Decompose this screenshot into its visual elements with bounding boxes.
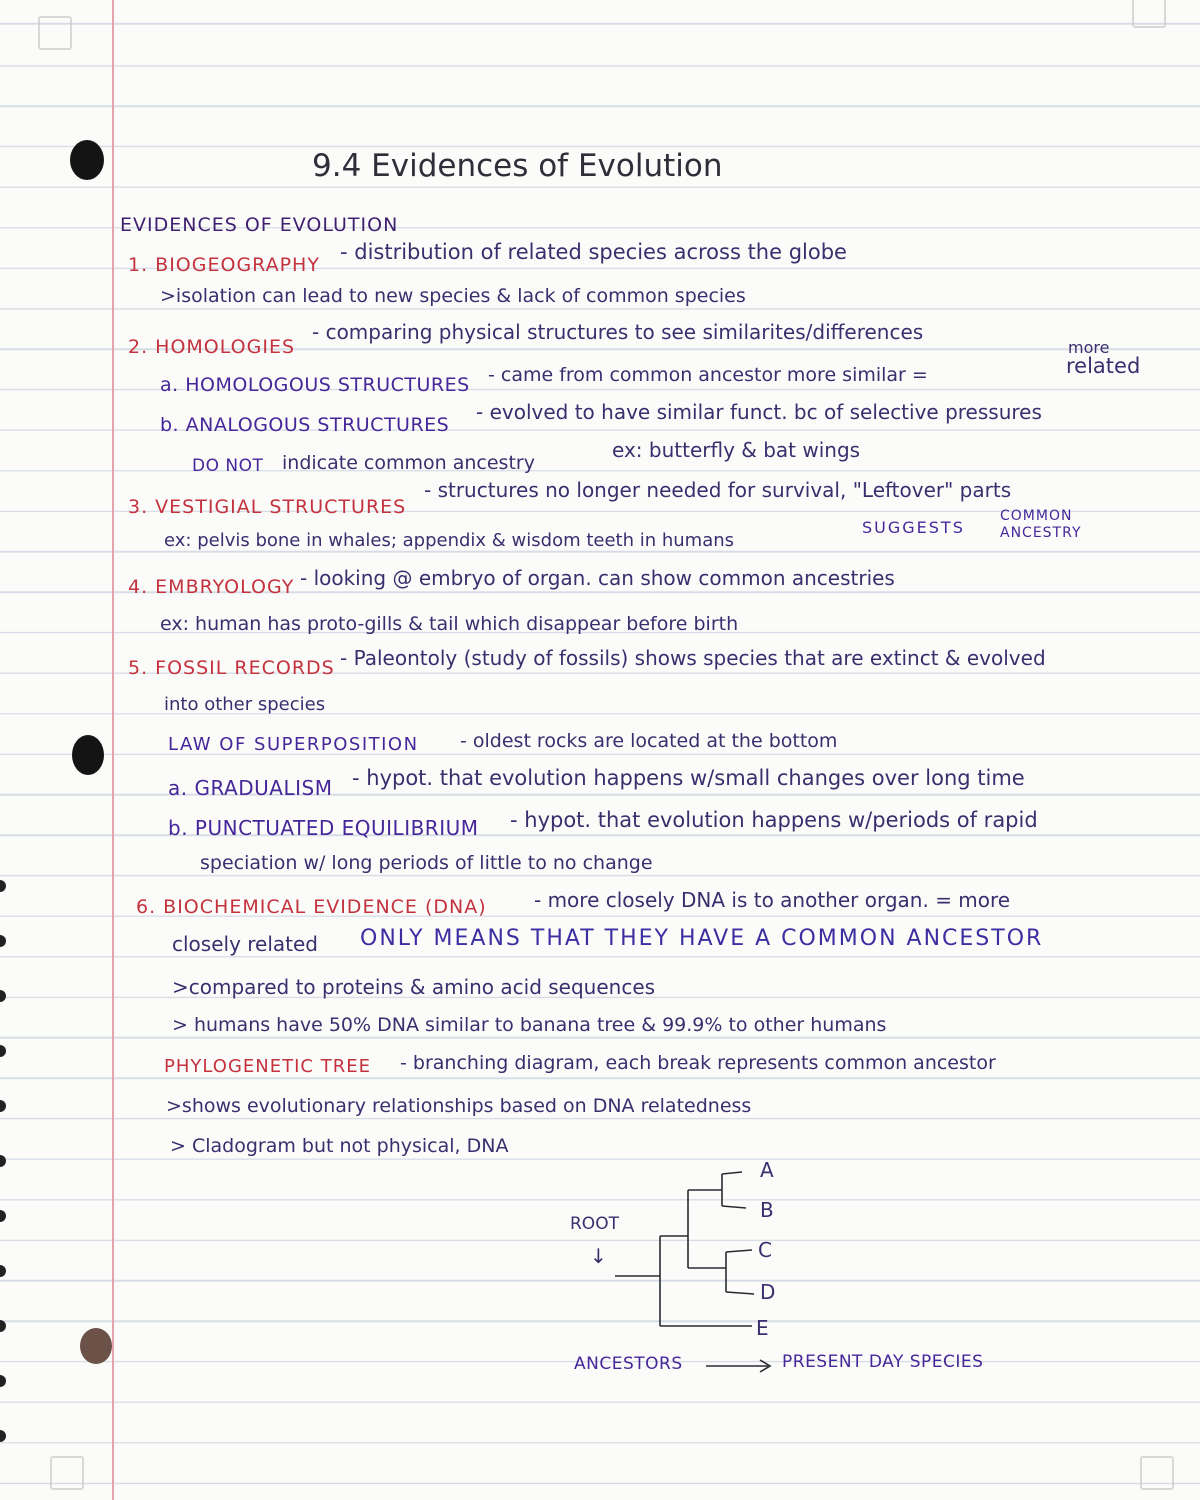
biochemical-caps-note: ONLY MEANS THAT THEY HAVE A COMMON ANCESTOR: [360, 926, 1044, 951]
analogous-structures-definition: - evolved to have similar funct. bc of selective pressures: [476, 400, 1042, 424]
biogeography-subpoint: >isolation can lead to new species & lack of common species: [160, 285, 746, 307]
phylogenetic-tree-definition: - branching diagram, each break represents common ancestor: [400, 1052, 996, 1074]
punctuated-equilibrium-term: b. PUNCTUATED EQUILIBRIUM: [168, 816, 479, 840]
root-label: ROOT: [570, 1214, 619, 1234]
fossil-records-term: 5. FOSSIL RECORDS: [128, 657, 335, 679]
phylogenetic-subpoint-relationships: >shows evolutionary relationships based on DNA relatedness: [166, 1095, 752, 1117]
homologous-structures-term: a. HOMOLOGOUS STRUCTURES: [160, 374, 470, 396]
embryology-example: ex: human has proto-gills & tail which disappear before birth: [160, 613, 739, 635]
leaf-e: E: [756, 1316, 769, 1340]
homologies-definition: - comparing physical structures to see similarites/differences: [312, 320, 924, 344]
homologous-structures-definition: - came from common ancestor more similar =: [488, 364, 928, 386]
phylogenetic-subpoint-cladogram: > Cladogram but not physical, DNA: [170, 1135, 509, 1157]
fossil-records-definition: - Paleontoly (study of fossils) shows species that are extinct & evolved: [340, 646, 1046, 670]
present-day-species-label: PRESENT DAY SPECIES: [782, 1352, 984, 1372]
biochemical-evidence-definition-cont: closely related: [172, 932, 319, 956]
biogeography-term: 1. BIOGEOGRAPHY: [128, 254, 320, 276]
branch-b: [722, 1206, 746, 1208]
punctuated-equilibrium-definition-cont: speciation w/ long periods of little to no change: [200, 852, 653, 874]
ancestors-label: ANCESTORS: [574, 1354, 683, 1374]
vestigial-example: ex: pelvis bone in whales; appendix & wisdom teeth in humans: [164, 530, 735, 551]
embryology-definition: - looking @ embryo of organ. can show common ancestries: [300, 566, 895, 590]
analogous-do-not: DO NOT: [192, 456, 264, 476]
homologies-term: 2. HOMOLOGIES: [128, 336, 296, 358]
analogous-example: ex: butterfly & bat wings: [612, 438, 861, 462]
branch-d: [726, 1292, 754, 1294]
vestigial-common: COMMON: [1000, 508, 1073, 524]
vestigial-structures-term: 3. VESTIGIAL STRUCTURES: [128, 496, 407, 518]
biogeography-definition: - distribution of related species across the globe: [340, 240, 847, 264]
page-title: 9.4 Evidences of Evolution: [312, 148, 723, 184]
embryology-term: 4. EMBRYOLOGY: [128, 576, 295, 598]
homologous-related-note: related: [1066, 354, 1141, 378]
phylogenetic-tree-term: PHYLOGENETIC TREE: [164, 1056, 371, 1077]
branch-a: [722, 1172, 742, 1174]
homologous-more-note: more: [1068, 338, 1110, 357]
punctuated-equilibrium-definition: - hypot. that evolution happens w/periods of rapid: [510, 808, 1038, 832]
biochemical-evidence-definition: - more closely DNA is to another organ. = more: [534, 888, 1011, 912]
law-of-superposition-term: LAW OF SUPERPOSITION: [168, 734, 419, 755]
gradualism-definition: - hypot. that evolution happens w/small changes over long time: [352, 766, 1025, 790]
biochemical-evidence-term: 6. BIOCHEMICAL EVIDENCE (DNA): [136, 896, 487, 918]
law-of-superposition-definition: - oldest rocks are located at the bottom: [460, 730, 838, 752]
leaf-b: B: [760, 1198, 774, 1222]
leaf-d: D: [760, 1280, 776, 1304]
analogous-note: indicate common ancestry: [282, 452, 535, 474]
vestigial-structures-definition: - structures no longer needed for survival, "Leftover" parts: [424, 478, 1012, 502]
section-heading: EVIDENCES OF EVOLUTION: [120, 214, 399, 236]
leaf-a: A: [760, 1158, 774, 1182]
leaf-c: C: [758, 1238, 772, 1262]
vestigial-suggests: SUGGESTS: [862, 518, 965, 537]
biochemical-subpoint-humans: > humans have 50% DNA similar to banana tree & 99.9% to other humans: [172, 1014, 887, 1036]
gradualism-term: a. GRADUALISM: [168, 776, 333, 800]
analogous-structures-term: b. ANALOGOUS STRUCTURES: [160, 414, 450, 436]
biochemical-subpoint-proteins: >compared to proteins & amino acid sequences: [172, 975, 656, 999]
fossil-records-definition-cont: into other species: [164, 694, 326, 715]
branch-c: [726, 1250, 752, 1252]
root-arrow: ↓: [590, 1244, 607, 1268]
vestigial-ancestry: ANCESTRY: [1000, 525, 1082, 541]
